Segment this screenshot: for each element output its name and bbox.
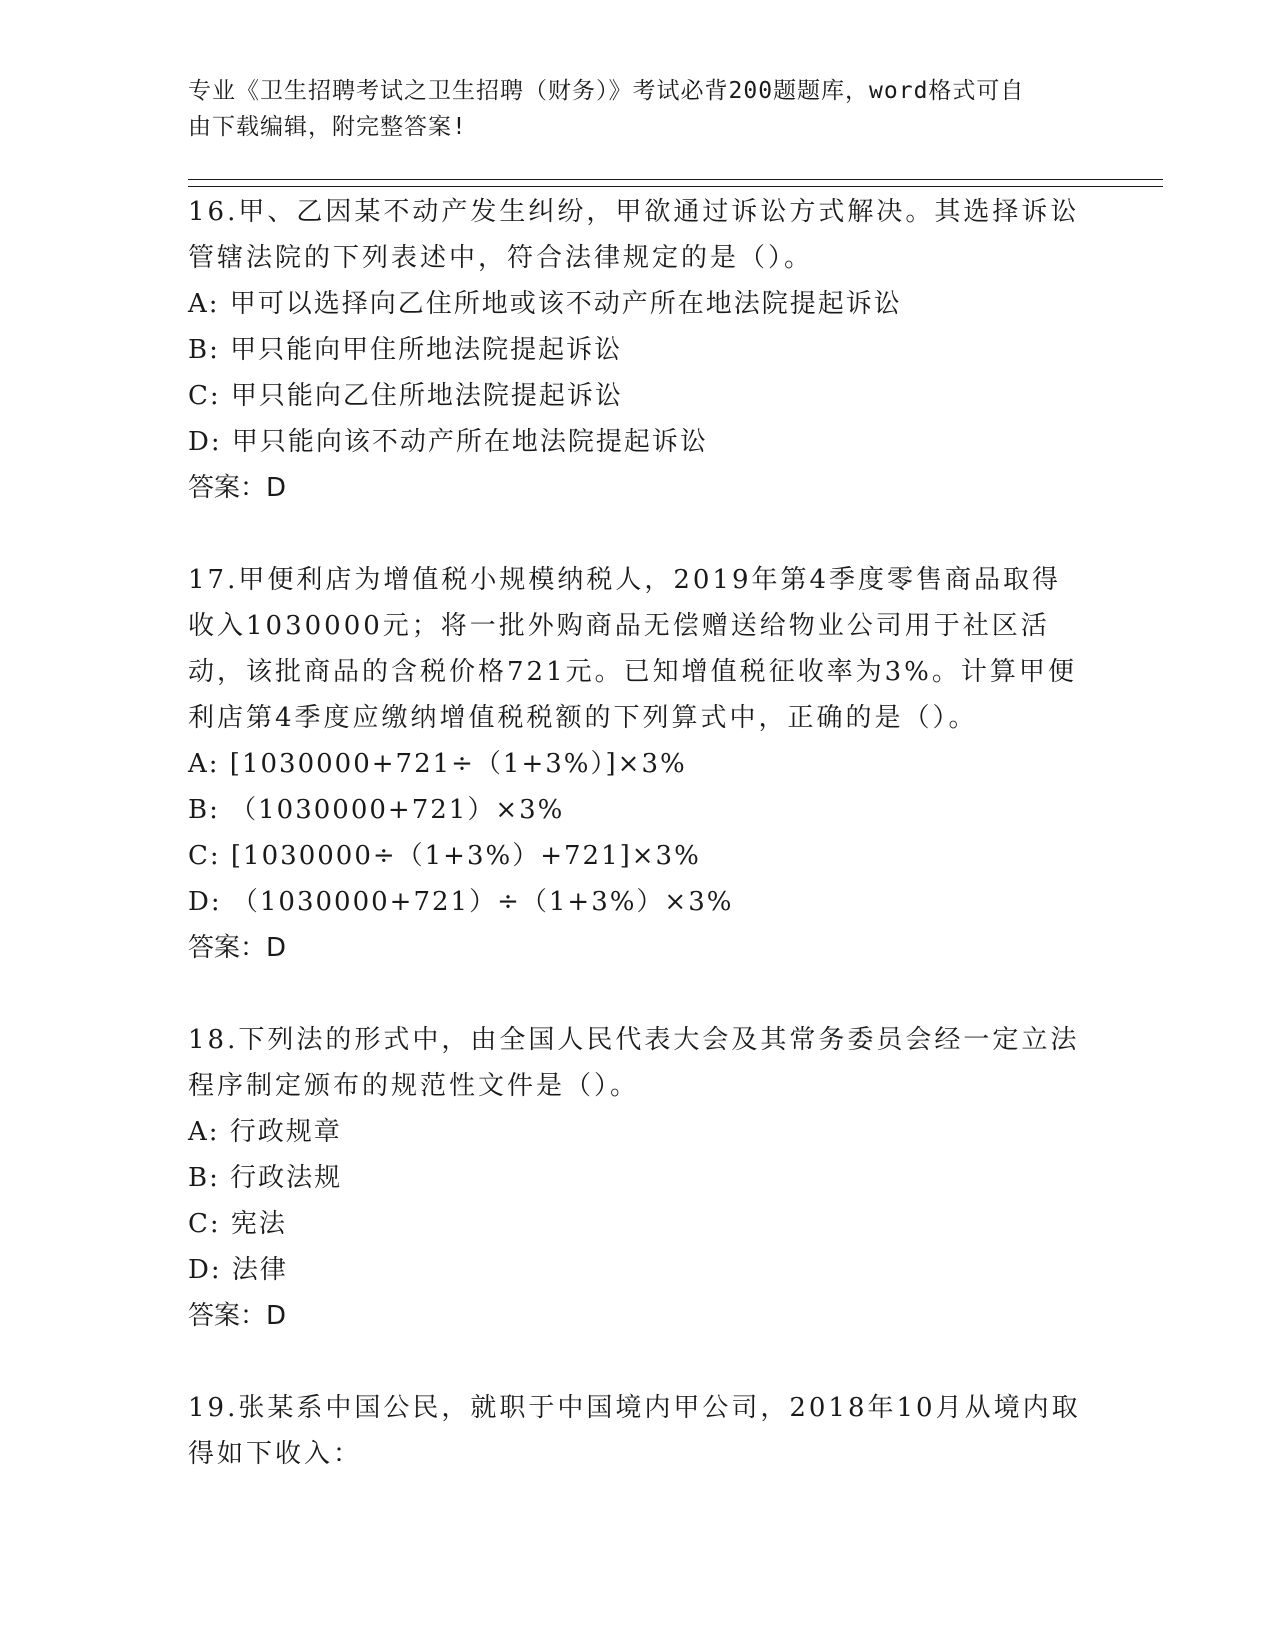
spacer bbox=[188, 971, 1088, 1017]
answer: 答案：D bbox=[188, 473, 287, 503]
question-19 bbox=[188, 1385, 1088, 1477]
answer: 答案：D bbox=[188, 933, 287, 963]
option-a: A: [1030000+721÷（1+3%）]×3% bbox=[188, 749, 687, 779]
option-b: B: 甲只能向甲住所地法院提起诉讼 bbox=[188, 335, 623, 365]
option-a: A: 行政规章 bbox=[188, 1117, 342, 1147]
header-divider-bottom bbox=[188, 186, 1163, 187]
spacer bbox=[188, 511, 1088, 557]
option-b: B: （1030000+721）×3% bbox=[188, 795, 565, 825]
option-c: C: 甲只能向乙住所地法院提起诉讼 bbox=[188, 381, 623, 411]
option-c: C: [1030000÷（1+3%）+721]×3% bbox=[188, 841, 701, 871]
question-18 bbox=[188, 1017, 1088, 1339]
option-d: D: 甲只能向该不动产所在地法院提起诉讼 bbox=[188, 427, 708, 457]
question-stem: 19.张某系中国公民，就职于中国境内甲公司，2018年10月从境内取得如下收入： bbox=[188, 1393, 1081, 1469]
option-c: C: 宪法 bbox=[188, 1209, 287, 1239]
document-header bbox=[188, 73, 1088, 145]
option-d: D: （1030000+721）÷（1+3%）×3% bbox=[188, 887, 734, 917]
question-stem: 17.甲便利店为增值税小规模纳税人，2019年第4季度零售商品取得收入1030000元；将一批外购商品无偿赠送给物业公司用于社区活动，该批商品的含税价格721元。已知增值税征收率为3%。计算甲便利店第4季度应缴纳增值税税额的下列算式中，正确的是（）。 bbox=[188, 565, 1077, 733]
option-b: B: 行政法规 bbox=[188, 1163, 343, 1193]
question-stem: 16.甲、乙因某不动产发生纠纷，甲欲通过诉讼方式解决。其选择诉讼管辖法院的下列表述中，符合法律规定的是（）。 bbox=[188, 197, 1080, 273]
question-16 bbox=[188, 189, 1088, 511]
question-list bbox=[188, 189, 1088, 1477]
answer: 答案：D bbox=[188, 1301, 287, 1331]
question-17 bbox=[188, 557, 1088, 971]
question-stem: 18.下列法的形式中，由全国人民代表大会及其常务委员会经一定立法程序制定颁布的规范性文件是（）。 bbox=[188, 1025, 1080, 1101]
option-a: A: 甲可以选择向乙住所地或该不动产所在地法院提起诉讼 bbox=[188, 289, 902, 319]
header-line-2: 由下载编辑，附完整答案! bbox=[188, 114, 467, 140]
header-line-1: 专业《卫生招聘考试之卫生招聘（财务）》考试必背200题题库，word格式可自 bbox=[188, 78, 1025, 104]
header-divider-top bbox=[188, 179, 1163, 180]
option-d: D: 法律 bbox=[188, 1255, 288, 1285]
spacer bbox=[188, 1339, 1088, 1385]
